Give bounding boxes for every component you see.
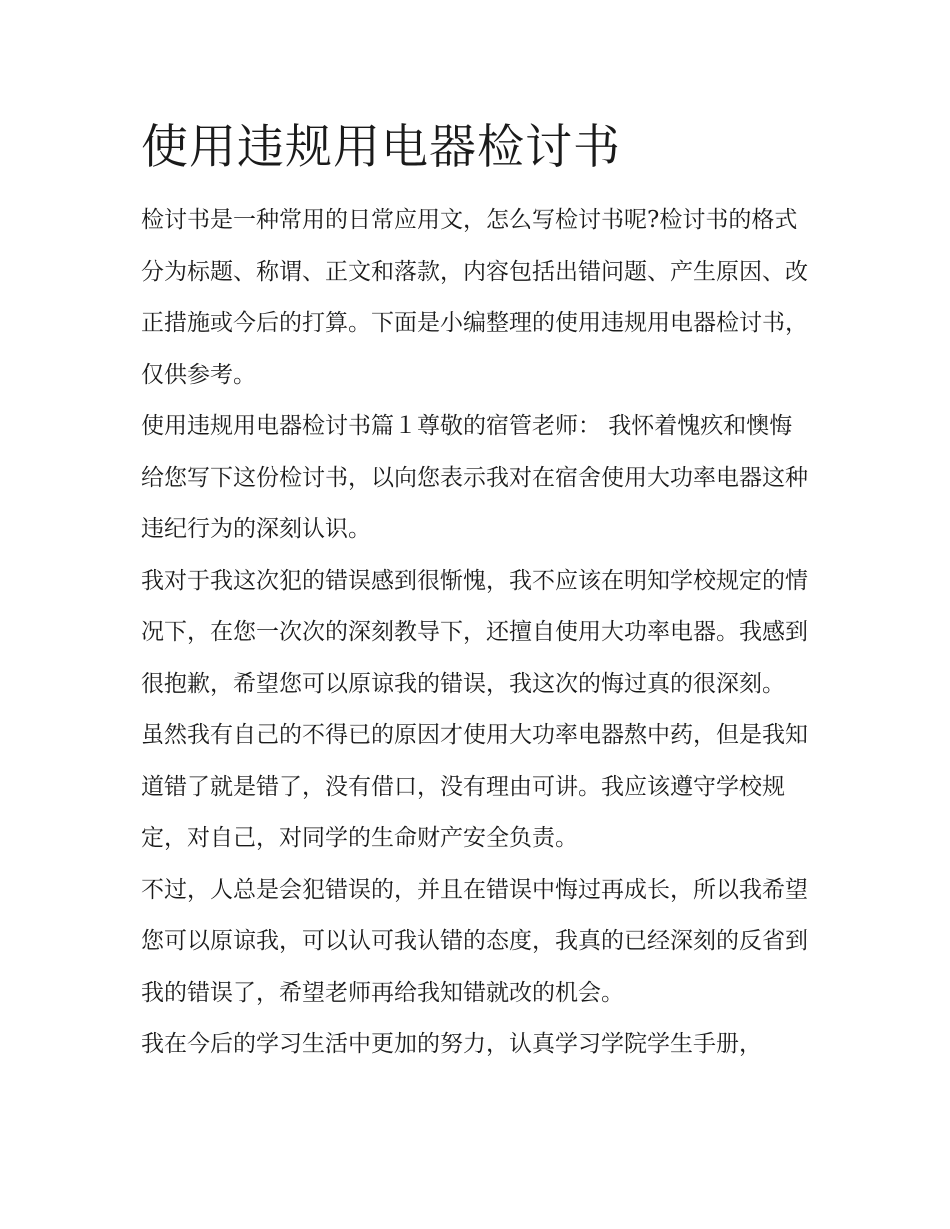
document-title: 使用违规用电器检讨书	[141, 120, 621, 175]
paragraph-promise: 我在今后的学习生活中更加的努力，认真学习学院学生手册，	[141, 1031, 762, 1057]
paragraph-salutation: 使用违规用电器检讨书篇１尊敬的宿管老师： 我怀着愧疚和懊悔给您写下这份检讨书，以向您表示我对在宿舍使用大功率电器这种违纪行为的深刻认识。	[141, 413, 808, 542]
paragraph-reason: 虽然我有自己的不得已的原因才使用大功率电器熬中药，但是我知道错了就是错了，没有借口，没有理由可讲。我应该遵守学校规定，对自己，对同学的生命财产安全负责。	[141, 722, 808, 851]
paragraph-request: 不过，人总是会犯错误的，并且在错误中悔过再成长，所以我希望您可以原谅我，可以认可我认错的态度，我真的已经深刻的反省到我的错误了，希望老师再给我知错就改的机会。	[141, 876, 808, 1006]
paragraph-remorse: 我对于我这次犯的错误感到很惭愧，我不应该在明知学校规定的情况下，在您一次次的深刻教导下，还擅自使用大功率电器。我感到很抱歉，希望您可以原谅我的错误，我这次的悔过真的很深刻。	[141, 567, 808, 697]
paragraph-intro: 检讨书是一种常用的日常应用文，怎么写检讨书呢?检讨书的格式分为标题、称谓、正文和落款，内容包括出错问题、产生原因、改正措施或今后的打算。下面是小编整理的使用违规用电器检讨书，仅供参考。	[141, 207, 808, 388]
document-page	[141, 118, 813, 1071]
